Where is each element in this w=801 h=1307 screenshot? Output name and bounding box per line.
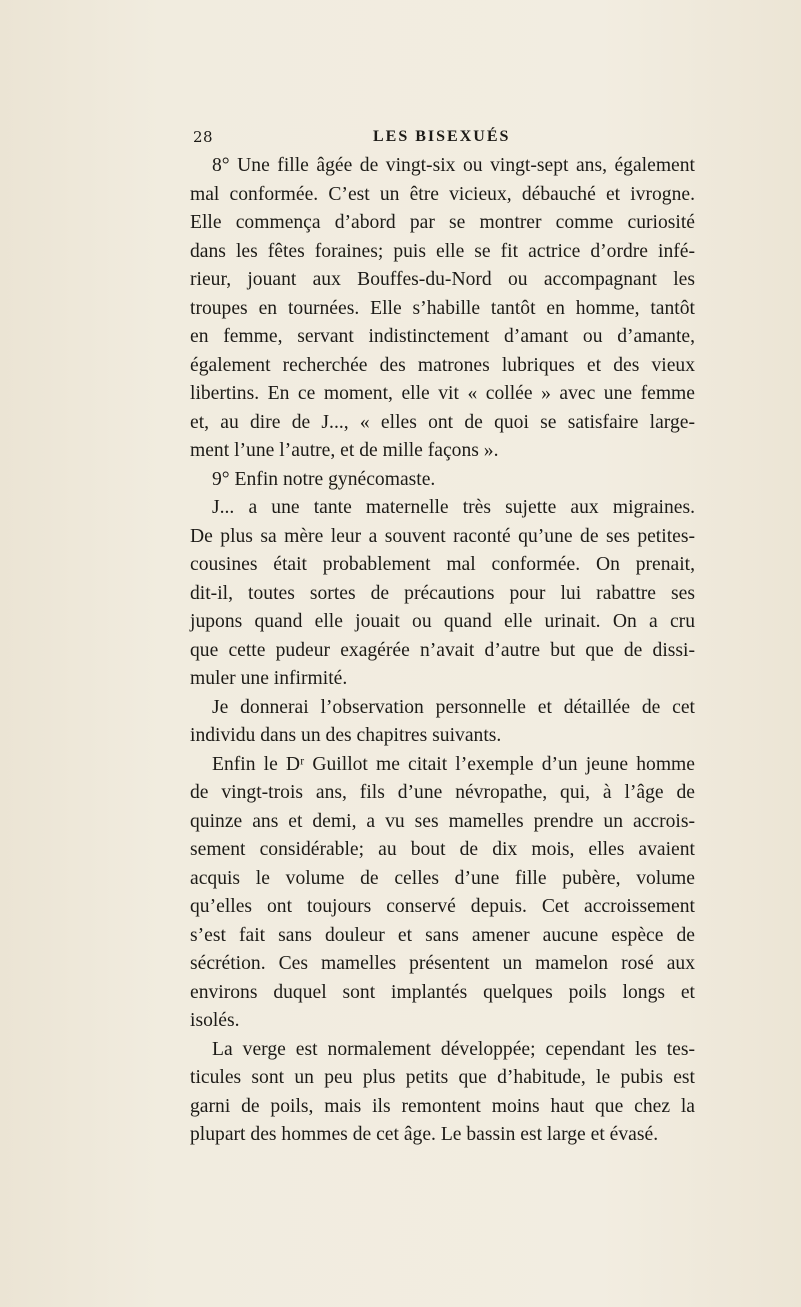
text-line: acquis le volume de celles d’une fille pubère, volume: [190, 867, 695, 889]
text-line: ment l’une l’autre, et de mille façons ».: [190, 440, 499, 461]
text-line: 8° Une fille âgée de vingt-six ou vingt-sept ans, également: [212, 155, 695, 176]
text-line: environs duquel sont implantés quelques poils longs et: [190, 981, 695, 1003]
text-line: muler une infirmité.: [190, 668, 348, 689]
text-line: troupes en tournées. Elle s’habille tantôt en homme, tantôt: [190, 297, 695, 319]
text-line: rieur, jouant aux Bouffes-du-Nord ou accompagnant les: [190, 269, 695, 290]
text-line: et, au dire de J..., « elles ont de quoi se satisfaire large-: [190, 411, 695, 433]
text-line: Je donnerai l’observation personnelle et détaillée de cet: [212, 696, 695, 718]
text-line: mal conformée. C’est un être vicieux, débauché et ivrogne.: [190, 183, 695, 205]
paragraph: [190, 751, 695, 1036]
text-line: ticules sont un peu plus petits que d’habitude, le pubis est: [190, 1067, 695, 1088]
text-line: sécrétion. Ces mamelles présentent un mamelon rosé aux: [190, 953, 695, 974]
text-line: dans les fêtes foraines; puis elle se fit actrice d’ordre infé-: [190, 240, 695, 262]
text-line: sement considérable; au bout de dix mois, elles avaient: [190, 839, 695, 860]
text-line: de vingt-trois ans, fils d’une névropathe, qui, à l’âge de: [190, 782, 695, 803]
paragraph: [190, 152, 695, 466]
running-title: LES BISEXUÉS: [373, 128, 511, 145]
paragraph: [190, 694, 695, 751]
text-line: La verge est normalement développée; cependant les tes-: [212, 1038, 695, 1060]
text-line: De plus sa mère leur a souvent raconté qu’une de ses petites-: [190, 525, 695, 547]
text-line: Enfin le Dʳ Guillot me citait l’exemple d’un jeune homme: [212, 753, 695, 775]
paragraph: [190, 1036, 695, 1150]
text-line: jupons quand elle jouait ou quand elle urinait. On a cru: [190, 611, 695, 632]
text-line: quinze ans et demi, a vu ses mamelles prendre un accrois-: [190, 810, 695, 832]
body-text: [190, 152, 695, 1150]
page-number: 28: [193, 128, 214, 146]
text-line: garni de poils, mais ils remontent moins haut que chez la: [190, 1095, 695, 1117]
text-line: dit-il, toutes sortes de précautions pour lui rabattre ses: [190, 582, 695, 604]
text-line: en femme, servant indistinctement d’amant ou d’amante,: [190, 326, 695, 347]
text-line: libertins. En ce moment, elle vit « collée » avec une femme: [190, 383, 695, 404]
text-line: cousines était probablement mal conformée. On prenait,: [190, 554, 695, 575]
text-line: Elle commença d’abord par se montrer comme curiosité: [190, 212, 695, 233]
text-line: que cette pudeur exagérée n’avait d’autre but que de dissi-: [190, 639, 695, 661]
text-line: individu dans un des chapitres suivants.: [190, 725, 502, 746]
text-line: isolés.: [190, 1010, 240, 1031]
text-line: s’est fait sans douleur et sans amener aucune espèce de: [190, 924, 695, 946]
page-header: [0, 128, 801, 154]
text-line: qu’elles ont toujours conservé depuis. Cet accroissement: [190, 896, 695, 917]
paragraph: [190, 466, 695, 495]
text-line: J... a une tante maternelle très sujette aux migraines.: [212, 497, 695, 518]
text-line: 9° Enfin notre gynécomaste.: [212, 468, 436, 490]
paragraph: [190, 494, 695, 694]
text-line: également recherchée des matrones lubriques et des vieux: [190, 354, 695, 376]
text-line: plupart des hommes de cet âge. Le bassin est large et évasé.: [190, 1124, 659, 1145]
